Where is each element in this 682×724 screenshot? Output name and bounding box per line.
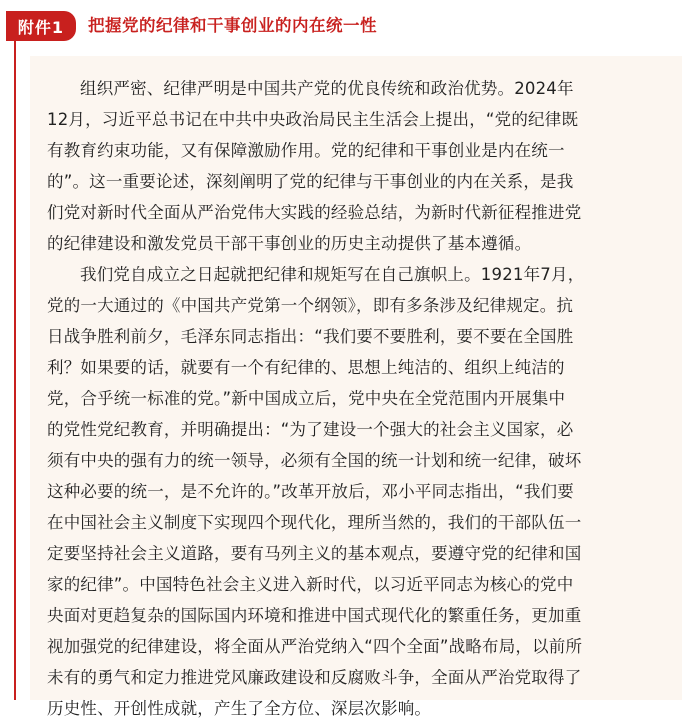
section-title: 把握党的纪律和干事创业的内在统一性 <box>88 16 377 35</box>
article-body <box>47 73 664 724</box>
accent-vertical-line <box>14 41 16 700</box>
paragraph-1: 组织严密、纪律严明是中国共产党的优良传统和政治优势。2024年 12月，习近平总书记在中共中央政治局民主生活会上提出，“党的纪律既 有教育约束功能，又有保障激励作用。党的纪律和干事创业是内在统一 的”。这一重要论述，深刻阐明了党的纪律与干事创业的内在关系，是我 们党对新时代全面从严治党伟大实践的经验总结，为新时代新征程推进党 的纪律建设和激发党员干部干事创业的历史主动提供了基本遵循。 <box>47 79 582 253</box>
section-header <box>0 0 682 44</box>
paragraph-2: 我们党自成立之日起就把纪律和规矩写在自己旗帜上。1921年7月， 党的一大通过的《中国共产党第一个纲领》，即有多条涉及纪律规定。抗 日战争胜利前夕，毛泽东同志指出：“我们要不要胜利，要不要在全国胜 利？如果要的话，就要有一个有纪律的、思想上纯洁的、组织上纯洁的 党，合乎统一标准的党。”新中国成立后，党中央在全党范围内开展集中 的党性党纪教育，并明确提出：“为了建设一个强大的社会主义国家，必 须有中央的强有力的统一领导，必须有全国的统一计划和统一纪律，破坏 这种必要的统一，是不允许的。”改革开放后，邓小平同志指出，“我们要 在中国社会主义制度下实现四个现代化，理所当然的，我们的干部队伍一 定要坚持社会主义道路，要有马列主义的基本观点，要遵守党的纪律和国 家的纪律”。中国特色社会主义进入新时代，以习近平同志为核心的党中 央面对更趋复杂的国际国内环境和推进中国式现代化的繁重任务，更加重 视加强党的纪律建设，将全面从严治党纳入“四个全面”战略布局，以前所 未有的勇气和定力推进党风廉政建设和反腐败斗争，全面从严治党取得了 历史性、开创性成就，产生了全方位、深层次影响。 <box>47 265 585 718</box>
appendix-tag: 附件1 <box>6 11 76 41</box>
